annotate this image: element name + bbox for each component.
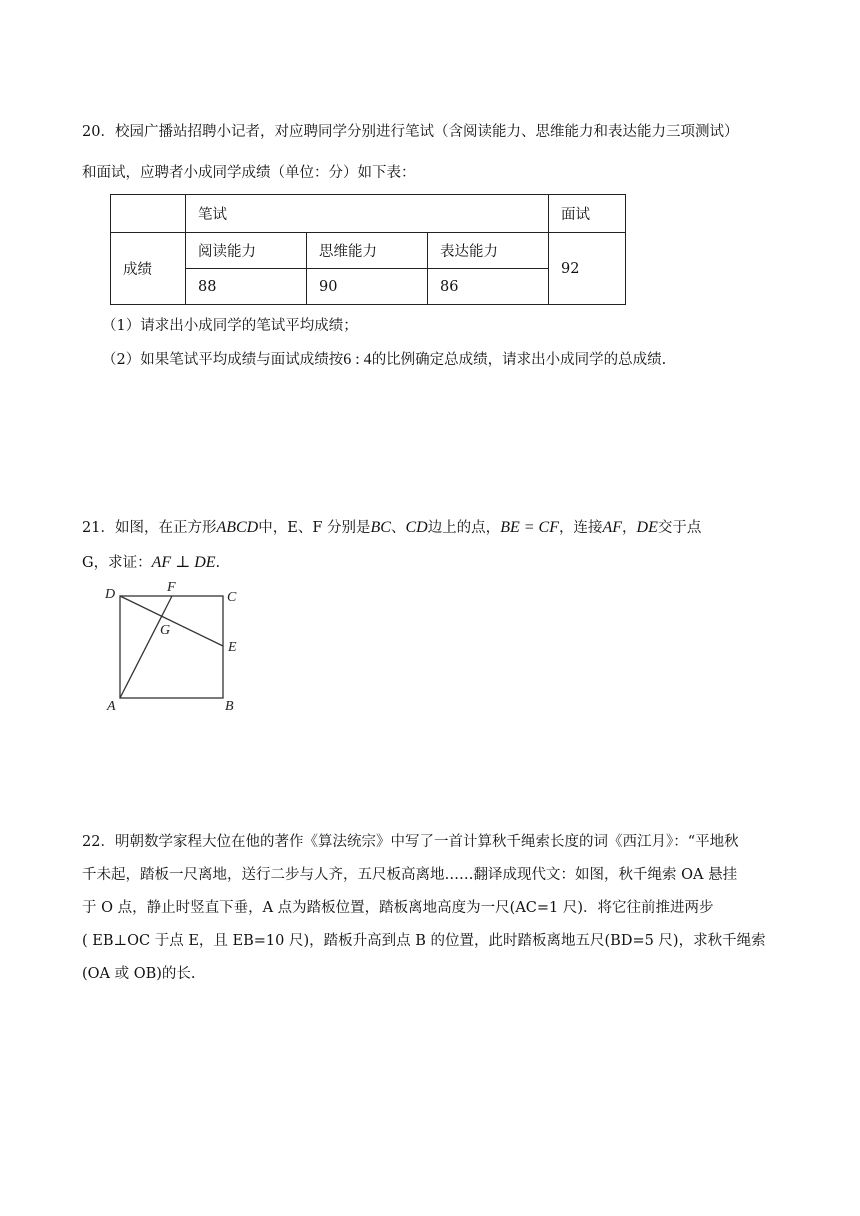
q21-line-2 [82,553,220,573]
q21-text-4: 边上的点， [427,520,501,536]
score-expression: 86 [428,269,549,305]
q21-text-3: 、 [390,520,406,536]
row-label-score: 成绩 [111,233,186,305]
sub-header-expression: 表达能力 [428,233,549,269]
q20-number: 20． [82,124,115,140]
q21-text-6: ， [622,520,637,536]
q22-line-5: (OA 或 OB)的长. [82,966,196,982]
label-d: D [105,587,116,602]
q22-line-2: 千未起，踏板一尺离地，送行二步与人齐，五尺板高离地……翻译成现代文：如图，秋千绳索 OA 悬挂 [82,867,738,883]
label-e: E [228,640,237,655]
square-abcd [120,596,223,698]
q21-text-5: ，连接 [558,520,603,536]
interview-score: 92 [549,233,626,305]
q20-text-1: 校园广播站招聘小记者，对应聘同学分别进行笔试（含阅读能力、思维能力和表达能力三项测试） [114,124,739,140]
table-empty-cell [111,195,186,233]
sub-header-thinking: 思维能力 [307,233,428,269]
q21-text-9: . [215,555,221,571]
label-g: G [160,623,171,638]
math-af-perp-de: AF ⊥ DE [151,554,216,571]
q20-line-2: 和面试，应聘者小成同学成绩（单位：分）如下表： [82,165,416,181]
segment-de [120,596,223,646]
math-abcd: ABCD [216,519,259,536]
q20-part-2-text-b: 的比例确定总成绩，请求出小成同学的总成绩. [371,352,667,368]
math-cd: CD [405,519,428,536]
score-table [110,194,626,305]
q21-line-1 [82,518,701,538]
q21-text-7: 交于点 [657,520,702,536]
score-thinking: 90 [307,269,428,305]
q21-text-1: 21．如图，在正方形 [82,520,217,536]
label-c: C [227,590,237,605]
math-de: DE [636,519,658,536]
q22-line-1: 22．明朝数学家程大位在他的著作《算法统宗》中写了一首计算秋千绳索长度的词《西江月》：“平地秋 [82,834,739,850]
q20-part-2-text-a: （2）如果笔试平均成绩与面试成绩按 [102,352,344,368]
label-b: B [225,699,234,714]
math-af: AF [602,519,623,536]
segment-af [120,596,172,698]
q20-part-2 [102,350,666,370]
q21-text-2: 中，E、F 分别是 [258,520,371,536]
ratio-expression: 6 : 4 [343,351,372,368]
sub-header-reading: 阅读能力 [186,233,307,269]
label-a: A [107,699,116,714]
q20-line-1 [82,122,738,142]
label-f: F [167,580,176,595]
score-reading: 88 [186,269,307,305]
q20-part-1: （1）请求出小成同学的笔试平均成绩； [102,318,358,334]
q22-line-4: ( EB⊥OC 于点 E，且 EB=10 尺)，踏板升高到点 B 的位置，此时踏板离地五尺(BD=5 尺)，求秋千绳索 [82,933,766,949]
written-test-header: 笔试 [186,195,549,233]
q22-line-3: 于 O 点，静止时竖直下垂，A 点为踏板位置，踏板离地高度为一尺(AC=1 尺)．将它往前推进两步 [82,900,714,916]
square-figure [100,578,250,718]
math-bc: BC [370,519,391,536]
q21-text-8: G，求证： [82,555,152,571]
interview-header: 面试 [549,195,626,233]
math-be-equals-cf: BE = CF [500,519,559,536]
